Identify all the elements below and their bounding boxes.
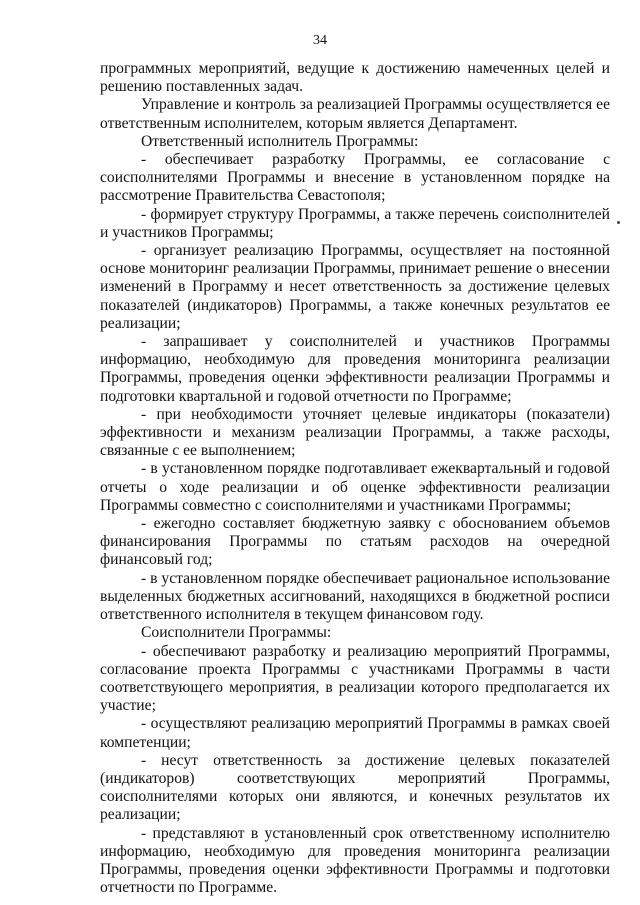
list-item: - в установленном порядке обеспечивает рациональное использование выделенных бюджетных ассигнований, находящихся в бюджетной росписи ответственного исполнителя в текущем финансовом году.: [100, 569, 610, 624]
list-item: - несут ответственность за достижение целевых показателей (индикаторов) соответствующих мероприятий Программы, соисполнителями которых они являются, и конечных результатов их реализации;: [100, 751, 610, 824]
list-item: - ежегодно составляет бюджетную заявку с обоснованием объемов финансирования Программы по статьям расходов на очередной финансовый год;: [100, 515, 610, 569]
scan-dot-mark: [617, 221, 620, 224]
list-item: - обеспечивают разработку и реализацию мероприятий Программы, согласование проекта Программы с участниками Программы в части соответствующего мероприятия, в реализации которого предполагается их участие;: [100, 642, 610, 715]
list-item: - представляют в установленный срок ответственному исполнителю информацию, необходимую для проведения мониторинга реализации Программы, проведения оценки эффективности Программы и подготовки отчетности по Программе.: [100, 824, 610, 897]
page-number: 34: [313, 33, 327, 48]
list-item: - организует реализацию Программы, осуществляет на постоянной основе мониторинг реализации Программы, принимает решение о внесении изменений в Программу и несет ответственность за достижение целевых показателей (индикаторов) Программы, а также конечных результатов ее реализации;: [100, 242, 610, 332]
list-item: - формирует структуру Программы, а также перечень соисполнителей и участников Программы;: [100, 205, 610, 241]
list-item: - осуществляют реализацию мероприятий Программы в рамках своей компетенции;: [100, 715, 610, 751]
list-item: - при необходимости уточняет целевые индикаторы (показатели) эффективности и механизм реализации Программы, а также расходы, связанные с ее выполнением;: [100, 405, 610, 460]
section-heading: Ответственный исполнитель Программы:: [141, 132, 419, 150]
list-item: - обеспечивает разработку Программы, ее согласование с соисполнителями Программы и внесение в установленном порядке на рассмотрение Правительства Севастополя;: [100, 151, 610, 205]
paragraph: Управление и контроль за реализацией Программы осуществляется ее ответственным исполнителем, которым является Департамент.: [100, 96, 610, 132]
list-item: - запрашивает у соисполнителей и участников Программы информацию, необходимую для проведения мониторинга реализации Программы, проведения оценки эффективности реализации Программы и подготовки квартальной и годовой отчетности по Программе;: [100, 333, 610, 405]
section-heading: Соисполнители Программы:: [141, 624, 332, 642]
paragraph: программных мероприятий, ведущие к достижению намеченных целей и решению поставленных задач.: [100, 60, 610, 96]
document-body: [100, 60, 610, 897]
list-item: - в установленном порядке подготавливает ежеквартальный и годовой отчеты о ходе реализации и об оценке эффективности реализации Программы совместно с соисполнителями и участниками Программы;: [100, 460, 610, 514]
